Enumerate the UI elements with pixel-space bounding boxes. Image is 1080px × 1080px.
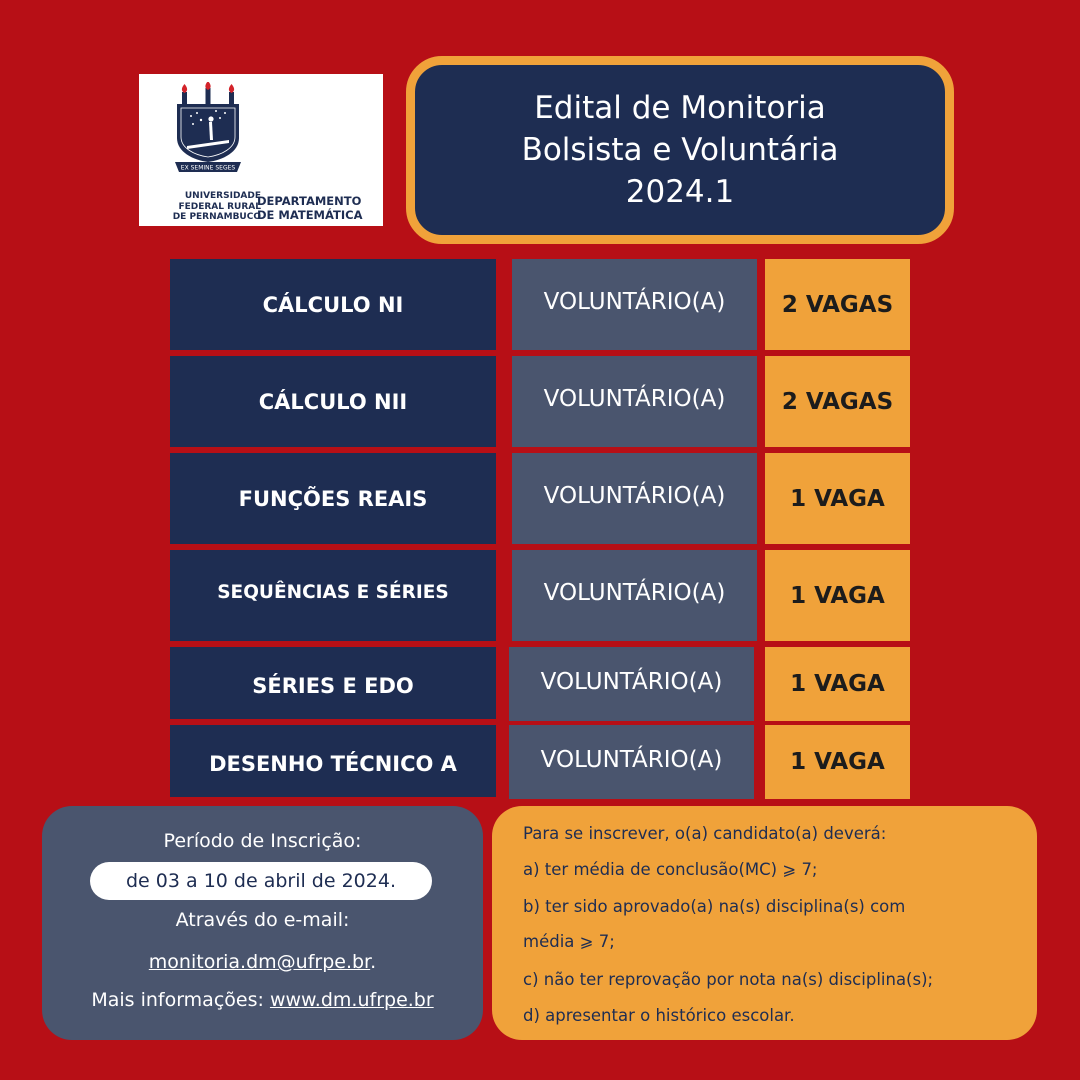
requirements-intro: Para se inscrever, o(a) candidato(a) deverá: [523, 824, 887, 843]
subject-cell: CÁLCULO NI [170, 259, 496, 350]
vagas-cell: 1 VAGA [765, 647, 910, 721]
title-line: 2024.1 [625, 174, 735, 210]
university-name-line: DE PERNAMBUCO [172, 212, 261, 222]
university-seal-icon [173, 82, 243, 177]
university-name-line: FEDERAL RURAL [178, 201, 261, 212]
seal-motto: EX SEMINE SEGES [180, 164, 236, 172]
vagas-cell: 2 VAGAS [765, 356, 910, 447]
period-label: Período de Inscrição: [163, 830, 362, 852]
vagas-cell: 1 VAGA [765, 550, 910, 641]
email-link[interactable]: monitoria.dm@ufrpe.br [148, 951, 371, 973]
title-line: Bolsista e Voluntária [521, 132, 839, 168]
requirement-item: d) apresentar o histórico escolar. [523, 1006, 795, 1025]
requirements-box [492, 806, 1037, 1040]
type-cell: VOLUNTÁRIO(A) [512, 550, 757, 641]
website-link[interactable]: www.dm.ufrpe.br [269, 989, 434, 1011]
subject-cell: DESENHO TÉCNICO A [170, 725, 496, 797]
type-cell: VOLUNTÁRIO(A) [509, 725, 754, 799]
period-dates: de 03 a 10 de abril de 2024. [126, 870, 396, 892]
email-suffix: . [370, 951, 377, 973]
requirement-item: a) ter média de conclusão(MC) ⩾ 7; [523, 860, 818, 879]
type-cell: VOLUNTÁRIO(A) [509, 647, 754, 721]
subject-cell: FUNÇÕES REAIS [170, 453, 496, 544]
vagas-cell: 2 VAGAS [765, 259, 910, 350]
university-name [145, 191, 261, 223]
subject-cell: CÁLCULO NII [170, 356, 496, 447]
vagas-cell: 1 VAGA [765, 725, 910, 799]
requirement-item: c) não ter reprovação por nota na(s) disciplina(s); [523, 970, 934, 989]
requirement-item: média ⩾ 7; [523, 932, 615, 951]
email-line [42, 951, 483, 973]
subject-cell: SEQUÊNCIAS E SÉRIES [170, 550, 496, 641]
logo-card [139, 74, 383, 226]
department-name-line: DE MATEMÁTICA [257, 208, 363, 222]
registration-info [42, 806, 483, 1040]
department-name [257, 194, 377, 222]
email-label: Através do e-mail: [175, 909, 350, 931]
type-cell: VOLUNTÁRIO(A) [512, 356, 757, 447]
period-dates-pill [90, 862, 432, 900]
department-name-line: DEPARTAMENTO [257, 194, 362, 208]
subject-cell: SÉRIES E EDO [170, 647, 496, 719]
requirement-item: b) ter sido aprovado(a) na(s) disciplina(s) com [523, 897, 906, 916]
university-name-line: UNIVERSIDADE [184, 191, 261, 201]
type-cell: VOLUNTÁRIO(A) [512, 453, 757, 544]
title-box [406, 56, 954, 244]
vagas-cell: 1 VAGA [765, 453, 910, 544]
title-line: Edital de Monitoria [534, 90, 826, 126]
more-info-line [42, 989, 483, 1011]
more-info-label: Mais informações: [91, 989, 264, 1011]
type-cell: VOLUNTÁRIO(A) [512, 259, 757, 350]
